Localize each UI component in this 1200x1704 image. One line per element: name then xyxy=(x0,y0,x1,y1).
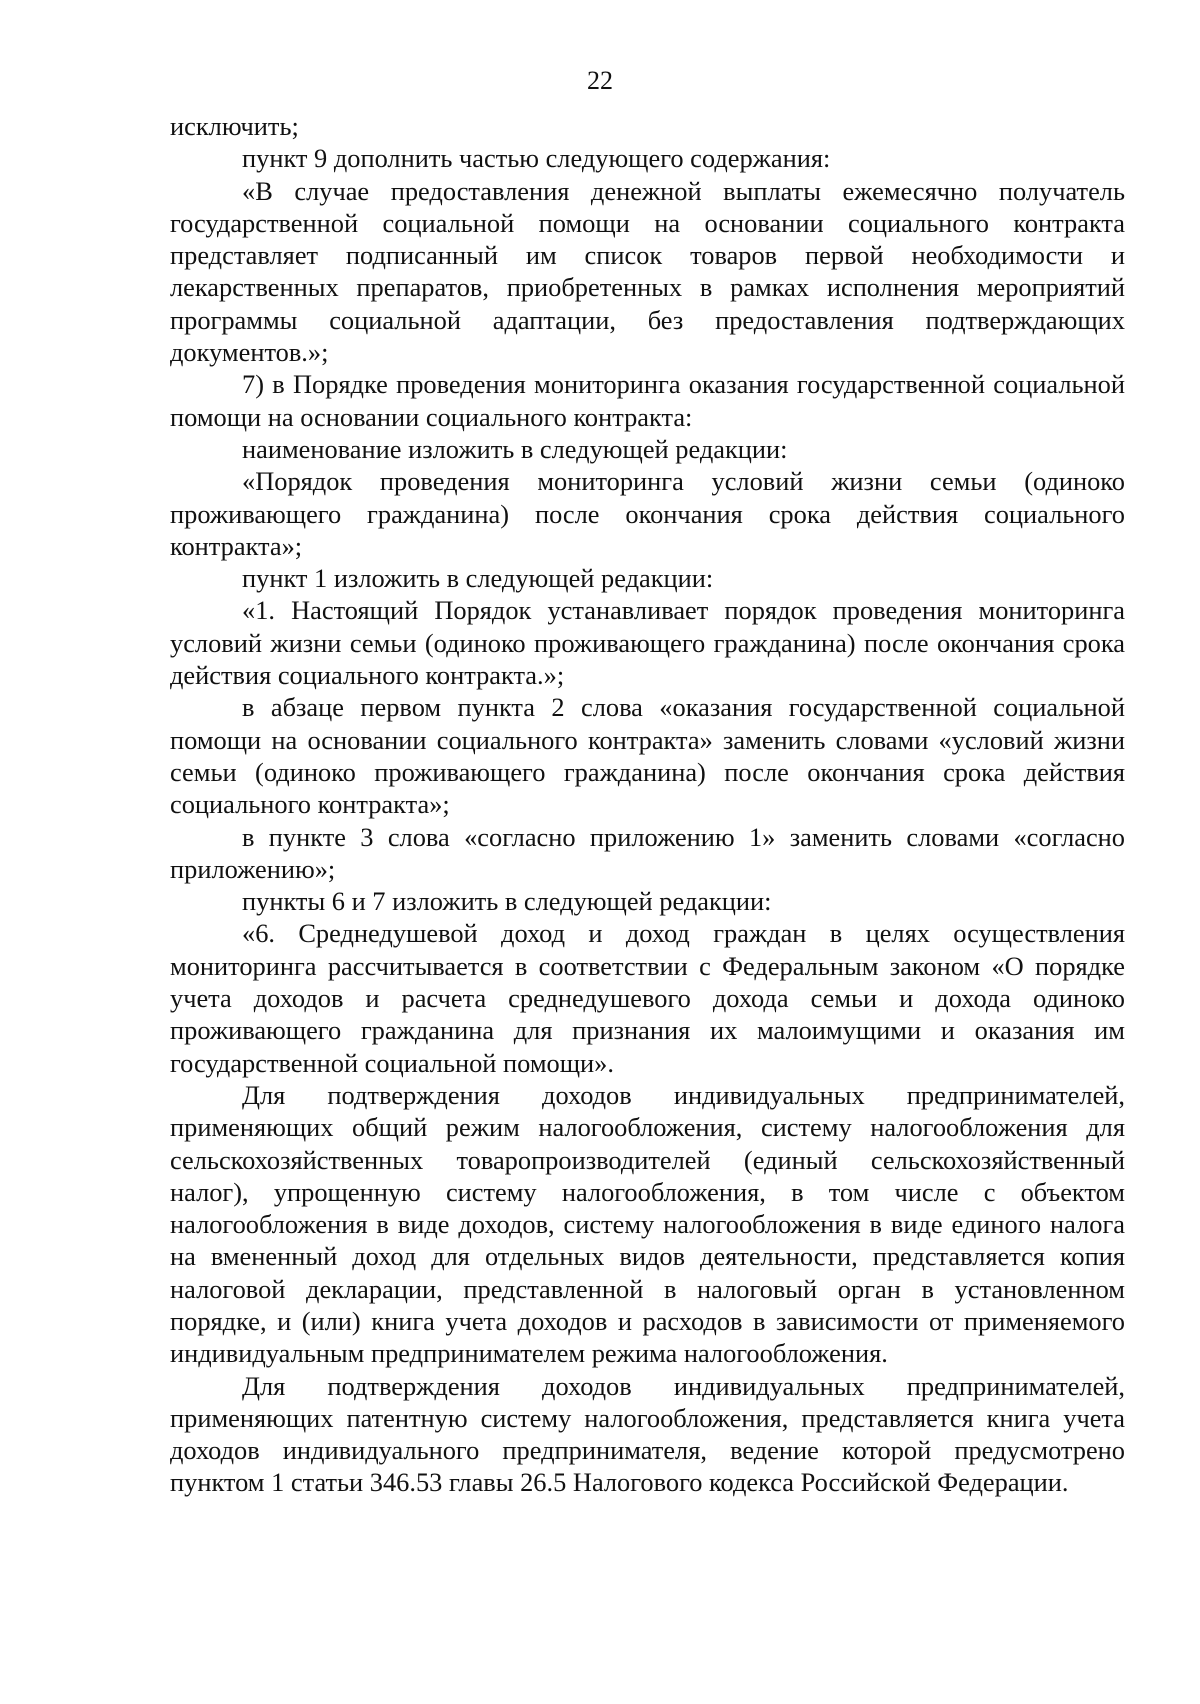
paragraph: в абзаце первом пункта 2 слова «оказания государственной социальной помощи на основании социального контракта» заменить словами «условий жизни семьи (одиноко проживающего гражданина) после окончания срока действия социального контракта»; xyxy=(170,692,1125,820)
paragraph: Для подтверждения доходов индивидуальных предпринимателей, применяющих патентную систему налогообложения, представляется книга учета доходов индивидуального предпринимателя, ведение которой предусмотрено пунктом 1 статьи 346.53 главы 26.5 Налогового кодекса Российской Федерации. xyxy=(170,1370,1125,1498)
paragraph: в пункте 3 слова «согласно приложению 1» заменить словами «согласно приложению»; xyxy=(170,821,1125,884)
paragraph: пункт 9 дополнить частью следующего содержания: xyxy=(242,143,831,174)
document-body xyxy=(170,110,1125,1499)
paragraph: пункт 1 изложить в следующей редакции: xyxy=(242,563,714,594)
paragraph: Для подтверждения доходов индивидуальных предпринимателей, применяющих общий режим налогообложения, систему налогообложения для сельскохозяйственных товаропроизводителей (единый сельскохозяйственный налог), упрощенную систему налогообложения, в том числе с объектом налогообложения в виде доходов, систему налогообложения в виде единого налога на вмененный доход для отдельных видов деятельности, представляется копия налоговой декларации, представленной в налоговый орган в установленном порядке, и (или) книга учета доходов и расходов в зависимости от применяемого индивидуальным предпринимателем режима налогообложения. xyxy=(170,1079,1125,1369)
page-number: 22 xyxy=(587,66,613,95)
paragraph: «Порядок проведения мониторинга условий жизни семьи (одиноко проживающего гражданина) после окончания срока действия социального контракта»; xyxy=(170,466,1125,561)
paragraph: наименование изложить в следующей редакции: xyxy=(242,433,788,464)
paragraph: «В случае предоставления денежной выплаты ежемесячно получатель государственной социальной помощи на основании социального контракта представляет подписанный им список товаров первой необходимости и лекарственных препаратов, приобретенных в рамках исполнения мероприятий программы социальной адаптации, без предоставления подтверждающих документов.»; xyxy=(170,175,1125,368)
paragraph: пункты 6 и 7 изложить в следующей редакции: xyxy=(242,886,772,917)
paragraph: исключить; xyxy=(170,111,299,141)
paragraph: «1. Настоящий Порядок устанавливает порядок проведения мониторинга условий жизни семьи (одиноко проживающего гражданина) после окончания срока действия социального контракта.»; xyxy=(170,595,1125,691)
paragraph: 7) в Порядке проведения мониторинга оказания государственной социальной помощи на основании социального контракта: xyxy=(170,369,1125,432)
paragraph: «6. Среднедушевой доход и доход граждан в целях осуществления мониторинга рассчитывается в соответствии с Федеральным законом «О порядке учета доходов и расчета среднедушевого дохода семьи и дохода одиноко проживающего гражданина для признания их малоимущими и оказания им государственной социальной помощи». xyxy=(170,918,1125,1078)
